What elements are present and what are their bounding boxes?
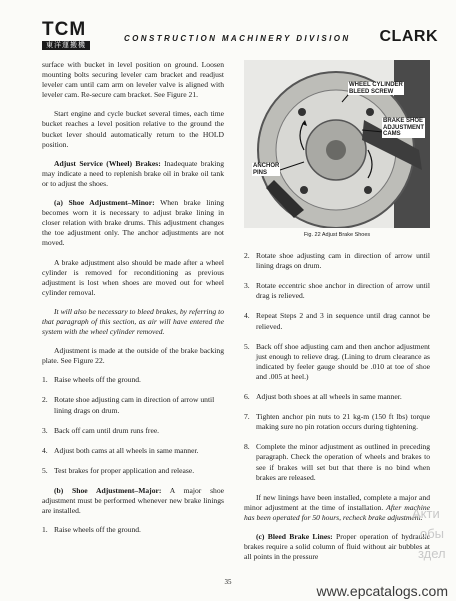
list-item: 5. Back off shoe adjusting cam and then anchor adjustment just enough to relieve drag. (Lining to drum clearance as indicated by feeler gauge should be .010 at toe of shoe and .005 at heel.) [244,341,430,381]
list-item: 5. Test brakes for proper application and release. [42,465,195,475]
section-heading: (c) Bleed Brake Lines: [256,531,333,541]
callout-wheel-cylinder: WHEEL CYLINDER BLEED SCREW [349,82,403,95]
tcm-logo: TCM [42,19,87,40]
section-heading: (b) Shoe Adjustment–Major: [54,485,162,495]
faint-watermark: обы [420,526,445,541]
left-column [42,60,224,545]
step-list [42,375,224,476]
list-item: 8. Complete the minor adjustment as outlined in preceding paragraph. Check the operation of wheels and brakes to see if brakes will set but that there is no bind when brakes are released. [244,442,430,482]
tcm-logo-subtitle: 東洋運搬機 [42,41,90,50]
callout-shoe-cams: BRAKE SHOE ADJUSTMENT CAMS [383,118,425,138]
list-item: 3. Rotate eccentric shoe anchor in direction of arrow until drag is relieved. [244,281,430,301]
paragraph: surface with bucket in level position on ground. Loosen mounting bolts securing leveler cam bracket and readjust leveler cam until cam arm on leveler valve is aligned with leveler cam. Re-secure cam bracket. See Figure 21. [42,60,224,100]
step-list [244,251,430,483]
callout-anchor-pins: ANCHOR PINS [253,163,280,176]
list-item: 3. Back off cam until drum runs free. [42,425,160,435]
list-item: 2. Rotate shoe adjusting cam in direction of arrow until lining drags on drum. [244,251,430,271]
list-item: 4. Repeat Steps 2 and 3 in sequence until drag cannot be relieved. [244,311,430,331]
paragraph: (a) Shoe Adjustment–Minor: When brake lining becomes worn it is necessary to adjust brake lining in closer relation with brake drums. This adjustment changes the toe adjustment only. The anchor adjustments are not moved. [42,198,224,248]
paragraph: Adjustment is made at the outside of the brake backing plate. See Figure 22. [42,346,224,366]
list-item: 6. Adjust both shoes at all wheels in same manner. [244,392,402,402]
section-heading: (a) Shoe Adjustment–Minor: [54,198,155,208]
paragraph: (c) Bleed Brake Lines: Proper operation of hydraulic brakes require a solid column of fluid without air bubbles at all points in the pressure [244,531,430,562]
right-column [244,60,430,571]
paragraph: If new linings have been installed, complete a major and minor adjustment at the time of installation. After machine has been operated for 50 hours, recheck brake adjustment. [244,492,430,522]
list-item: 4. Adjust both cams at all wheels in same manner. [42,445,199,455]
division-title: CONSTRUCTION MACHINERY DIVISION [124,34,351,43]
paragraph: Start engine and cycle bucket several times, each time bucket reaches a level position relative to the ground the bucket lever should automatically return to the HOLD position. [42,109,224,149]
page-number: 35 [224,578,232,586]
list-item: 7. Tighten anchor pin nuts to 21 kg-m (150 ft lbs) torque making sure no pin rotation occurs during tightening. [244,412,430,432]
list-item: 1. Raise wheels off the ground. [42,525,141,535]
page-header [42,20,440,56]
paragraph: Adjust Service (Wheel) Brakes: Inadequate braking may indicate a need to replenish brake oil in brake oil tank or to adjust the shoes. [42,158,224,188]
paragraph: (b) Shoe Adjustment–Major: A major shoe adjustment must be performed whenever new brake linings are installed. [42,485,224,516]
clark-logo: CLARK [379,28,438,45]
figure-caption: Fig. 22 Adjust Brake Shoes [303,232,371,238]
site-watermark: www.epcatalogs.com [316,583,448,599]
paragraph: A brake adjustment also should be made after a wheel cylinder is removed for reconditioning as previous adjustment is lost when shoes are moved out for wheel cylinder removal. [42,257,224,297]
note-paragraph: It will also be necessary to bleed brakes, by referring to that paragraph of this section, as air will have entered the system with the wheel cylinder removed. [42,306,224,337]
list-item: 1. Raise wheels off the ground. [42,375,141,385]
faint-watermark: здел [418,546,446,561]
brake-figure [244,60,430,228]
list-item: 2. Rotate shoe adjusting cam in direction of arrow until lining drags on drum. [42,395,215,415]
section-heading: Adjust Service (Wheel) Brakes: [54,158,161,168]
faint-watermark: Акти [412,506,440,521]
